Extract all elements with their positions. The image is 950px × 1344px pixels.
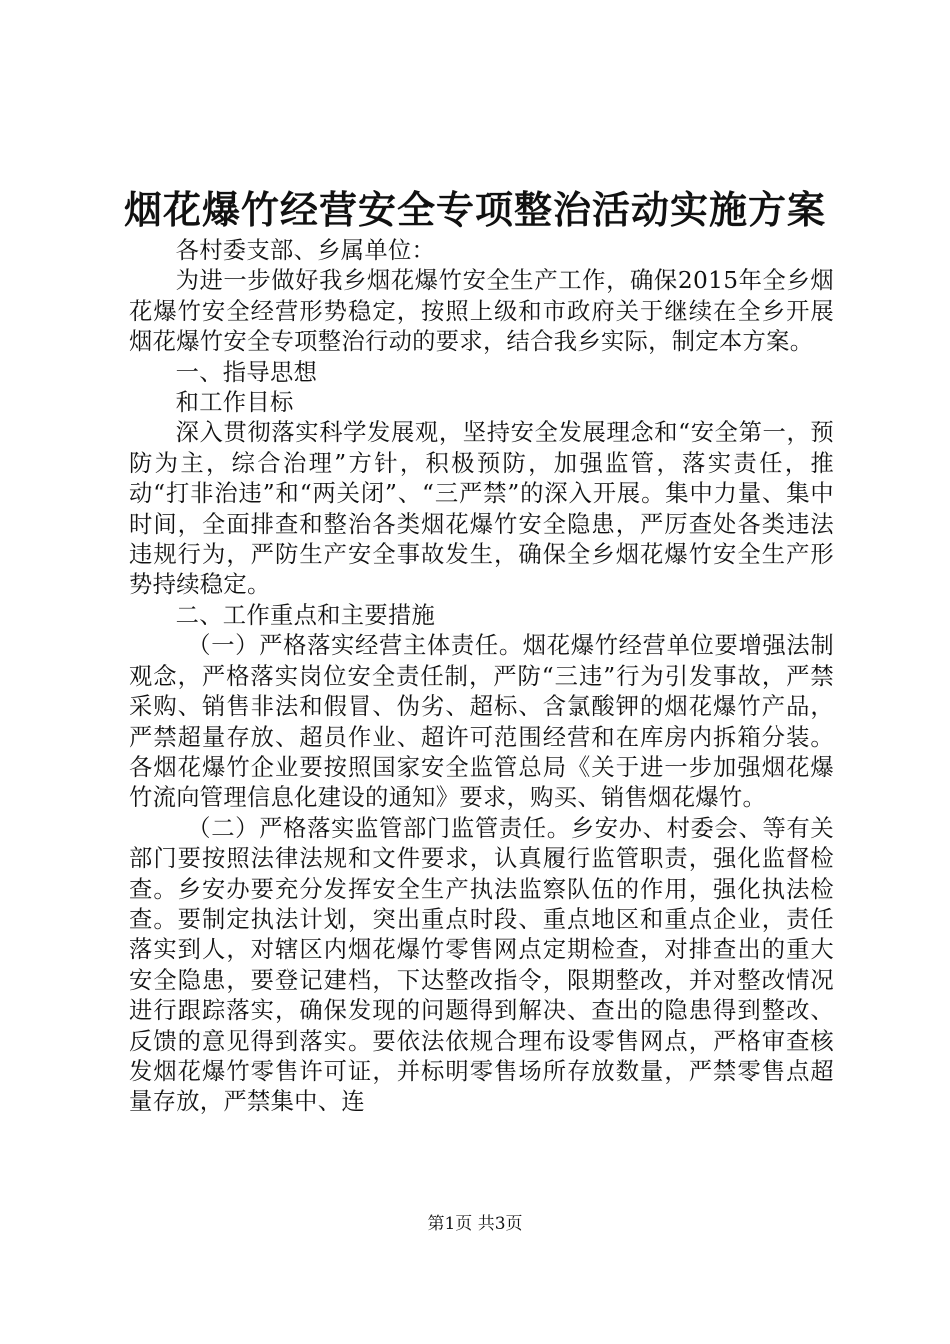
measure-1-paragraph: （一）严格落实经营主体责任。烟花爆竹经营单位要增强法制观念，严格落实岗位安全责任制，严防“三违”行为引发事故，严禁采购、销售非法和假冒、伪劣、超标、含氯酸钾的烟花爆竹产品，严禁超量存放、超员作业、超许可范围经营和在库房内拆箱分装。各烟花爆竹企业要按照国家安全监管总局《关于进一步加强烟花爆竹流向管理信息化建设的通知》要求，购买、销售烟花爆竹。 [129, 632, 834, 812]
document-body [129, 236, 834, 1118]
section-heading-2: 二、工作重点和主要措施 [175, 601, 436, 629]
document-title: 烟花爆竹经营安全专项整治活动实施方案 [123, 187, 826, 232]
page-footer: 第1页 共3页 [427, 1214, 523, 1234]
intro-paragraph: 为进一步做好我乡烟花爆竹安全生产工作，确保2015年全乡烟花爆竹安全经营形势稳定，按照上级和市政府关于继续在全乡开展烟花爆竹安全专项整治行动的要求，结合我乡实际，制定本方案。 [129, 267, 834, 356]
section-heading-1: 一、指导思想 [175, 358, 318, 386]
salutation-paragraph: 各村委支部、乡属单位： [175, 237, 436, 264]
section-heading-1-continued: 和工作目标 [175, 389, 294, 417]
guiding-thought-paragraph: 深入贯彻落实科学发展观，坚持安全发展理念和“安全第一，预防为主，综合治理”方针，积极预防，加强监管，落实责任，推动“打非治违”和“两关闭”、“三严禁”的深入开展。集中力量、集中时间，全面排查和整治各类烟花爆竹安全隐患，严厉查处各类违法违规行为，严防生产安全事故发生，确保全乡烟花爆竹安全生产形势持续稳定。 [129, 419, 834, 599]
measure-2-paragraph: （二）严格落实监管部门监管责任。乡安办、村委会、等有关部门要按照法律法规和文件要求，认真履行监管职责，强化监督检查。乡安办要充分发挥安全生产执法监察队伍的作用，强化执法检查。要制定执法计划，突出重点时段、重点地区和重点企业，责任落实到人，对辖区内烟花爆竹零售网点定期检查，对排查出的重大安全隐患，要登记建档，下达整改指令，限期整改，并对整改情况进行跟踪落实，确保发现的问题得到解决、查出的隐患得到整改、反馈的意见得到落实。要依法依规合理布设零售网点，严格审查核发烟花爆竹零售许可证，并标明零售场所存放数量，严禁零售点超量存放，严禁集中、连 [129, 814, 834, 1116]
